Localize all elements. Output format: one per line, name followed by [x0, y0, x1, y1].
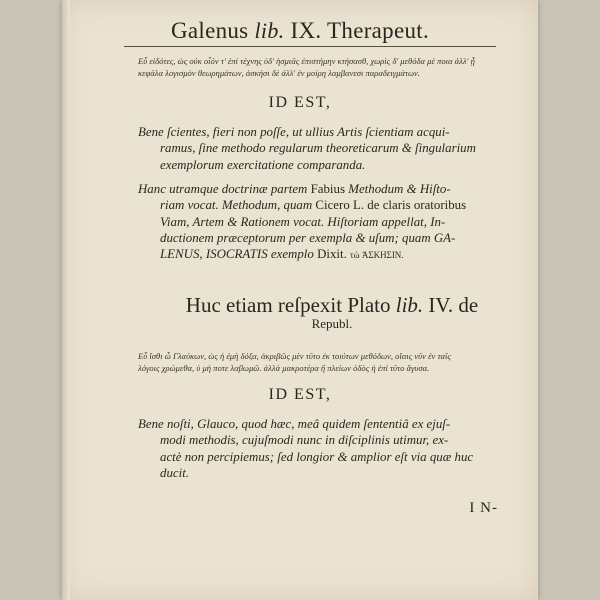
paragraph-line: exemplorum exercitatione comparanda. [160, 157, 366, 172]
paragraph-line: Bene noſti, Glauco, quod hæc, meâ quidem ſententiâ ex ejuſ- [138, 417, 451, 431]
text-run: riam vocat. Methodum, quam [160, 198, 313, 213]
greek-line: λόγοις χρώμεθα, ὑ μὴ ποτε λαβωμῶ. ἀλλὰ μακροτέρα ἢ πλείων ὁδὸς ἡ ἐπὶ τῦτο ἄγυσα. [138, 363, 430, 373]
greek-passage-2 [138, 350, 451, 374]
running-head-book-abbrev: lib. [254, 18, 285, 43]
header-rule [124, 46, 496, 47]
latin-paragraph-2 [138, 181, 466, 263]
latin-paragraph-1 [138, 124, 476, 173]
catchword: I N- [469, 500, 498, 516]
section-heading-book: IV. de [428, 293, 479, 317]
greek-term: τὼ ἈΣΚΗΣΙΝ. [350, 250, 404, 261]
paragraph-line: ramus, ſine methodo regularum theoreticarum & ſingularium [160, 141, 476, 156]
running-head-title: IX. Therapeut. [290, 18, 430, 43]
text-run: LENUS, ISOCRATIS exemplo [160, 247, 314, 262]
greek-line: Εὖ ἴσθι ὦ Γλαύκων, ὡς ἡ ἐμὴ δόξα, ἀκριβῶς μὲν τῦτο ἐκ τοιύτων μεθόδων, οἵαις νῦν ἐν ταῖς [138, 351, 451, 361]
paragraph-line: modi methodis, cujuſmodi nunc in diſciplinis utimur, ex- [160, 433, 449, 448]
paragraph-line [138, 181, 466, 197]
text-run: Dixit. [317, 247, 347, 262]
section-heading-main: Huc etiam reſpexit Plato [185, 293, 391, 317]
text-run: Fabius [310, 182, 345, 196]
paragraph-line: ducit. [160, 465, 189, 480]
id-est-heading: ID EST, [268, 386, 332, 403]
paragraph-line: ductionem præceptorum per exempla & uſum; quam GA- [160, 230, 456, 245]
greek-line: Εὖ εἰδότες, ὡς οὐκ οἷόν τ' ἐπὶ τέχνης ὑδ' ἡσμιᾶς ἐπιστήμην κτήσασθ, χωρὶς δ' μεθόδα μὲ ποια ἀλλ' ᾗ [138, 56, 475, 66]
page-gutter [62, 0, 70, 600]
paragraph-line [138, 246, 466, 263]
paragraph-line: actè non percipiemus; ſed longior & amplior eſt via quæ huc [160, 449, 474, 464]
text-run: Methodum & Hiſto- [348, 182, 451, 196]
paragraph-line [138, 197, 466, 213]
running-head-author: Galenus [170, 18, 249, 43]
section-heading-sub: Republ. [311, 316, 353, 331]
section-heading [132, 294, 532, 332]
section-heading-book-abbrev: lib. [395, 293, 424, 317]
latin-paragraph-3 [138, 416, 473, 481]
paragraph-line: Bene ſcientes, fieri non poſſe, ut ullius Artis ſcientiam acqui- [138, 125, 450, 139]
text-run: Cicero L. de claris oratoribus [315, 198, 467, 213]
greek-passage-1 [138, 55, 475, 79]
id-est-heading: ID EST, [268, 94, 332, 111]
greek-line: κεφάλα λογισμὸν θεωρημάτων, ἀσκήσι δὲ ἀλλ' ἐν μοίρη λαμβανεσι παραδειγμάτων. [138, 68, 421, 78]
paragraph-line: Viam, Artem & Rationem vocat. Hiſtoriam appellat, In- [160, 214, 446, 229]
running-head [62, 18, 538, 44]
book-page [62, 0, 538, 600]
text-run: Hanc utramque doctrinæ partem [138, 182, 308, 196]
